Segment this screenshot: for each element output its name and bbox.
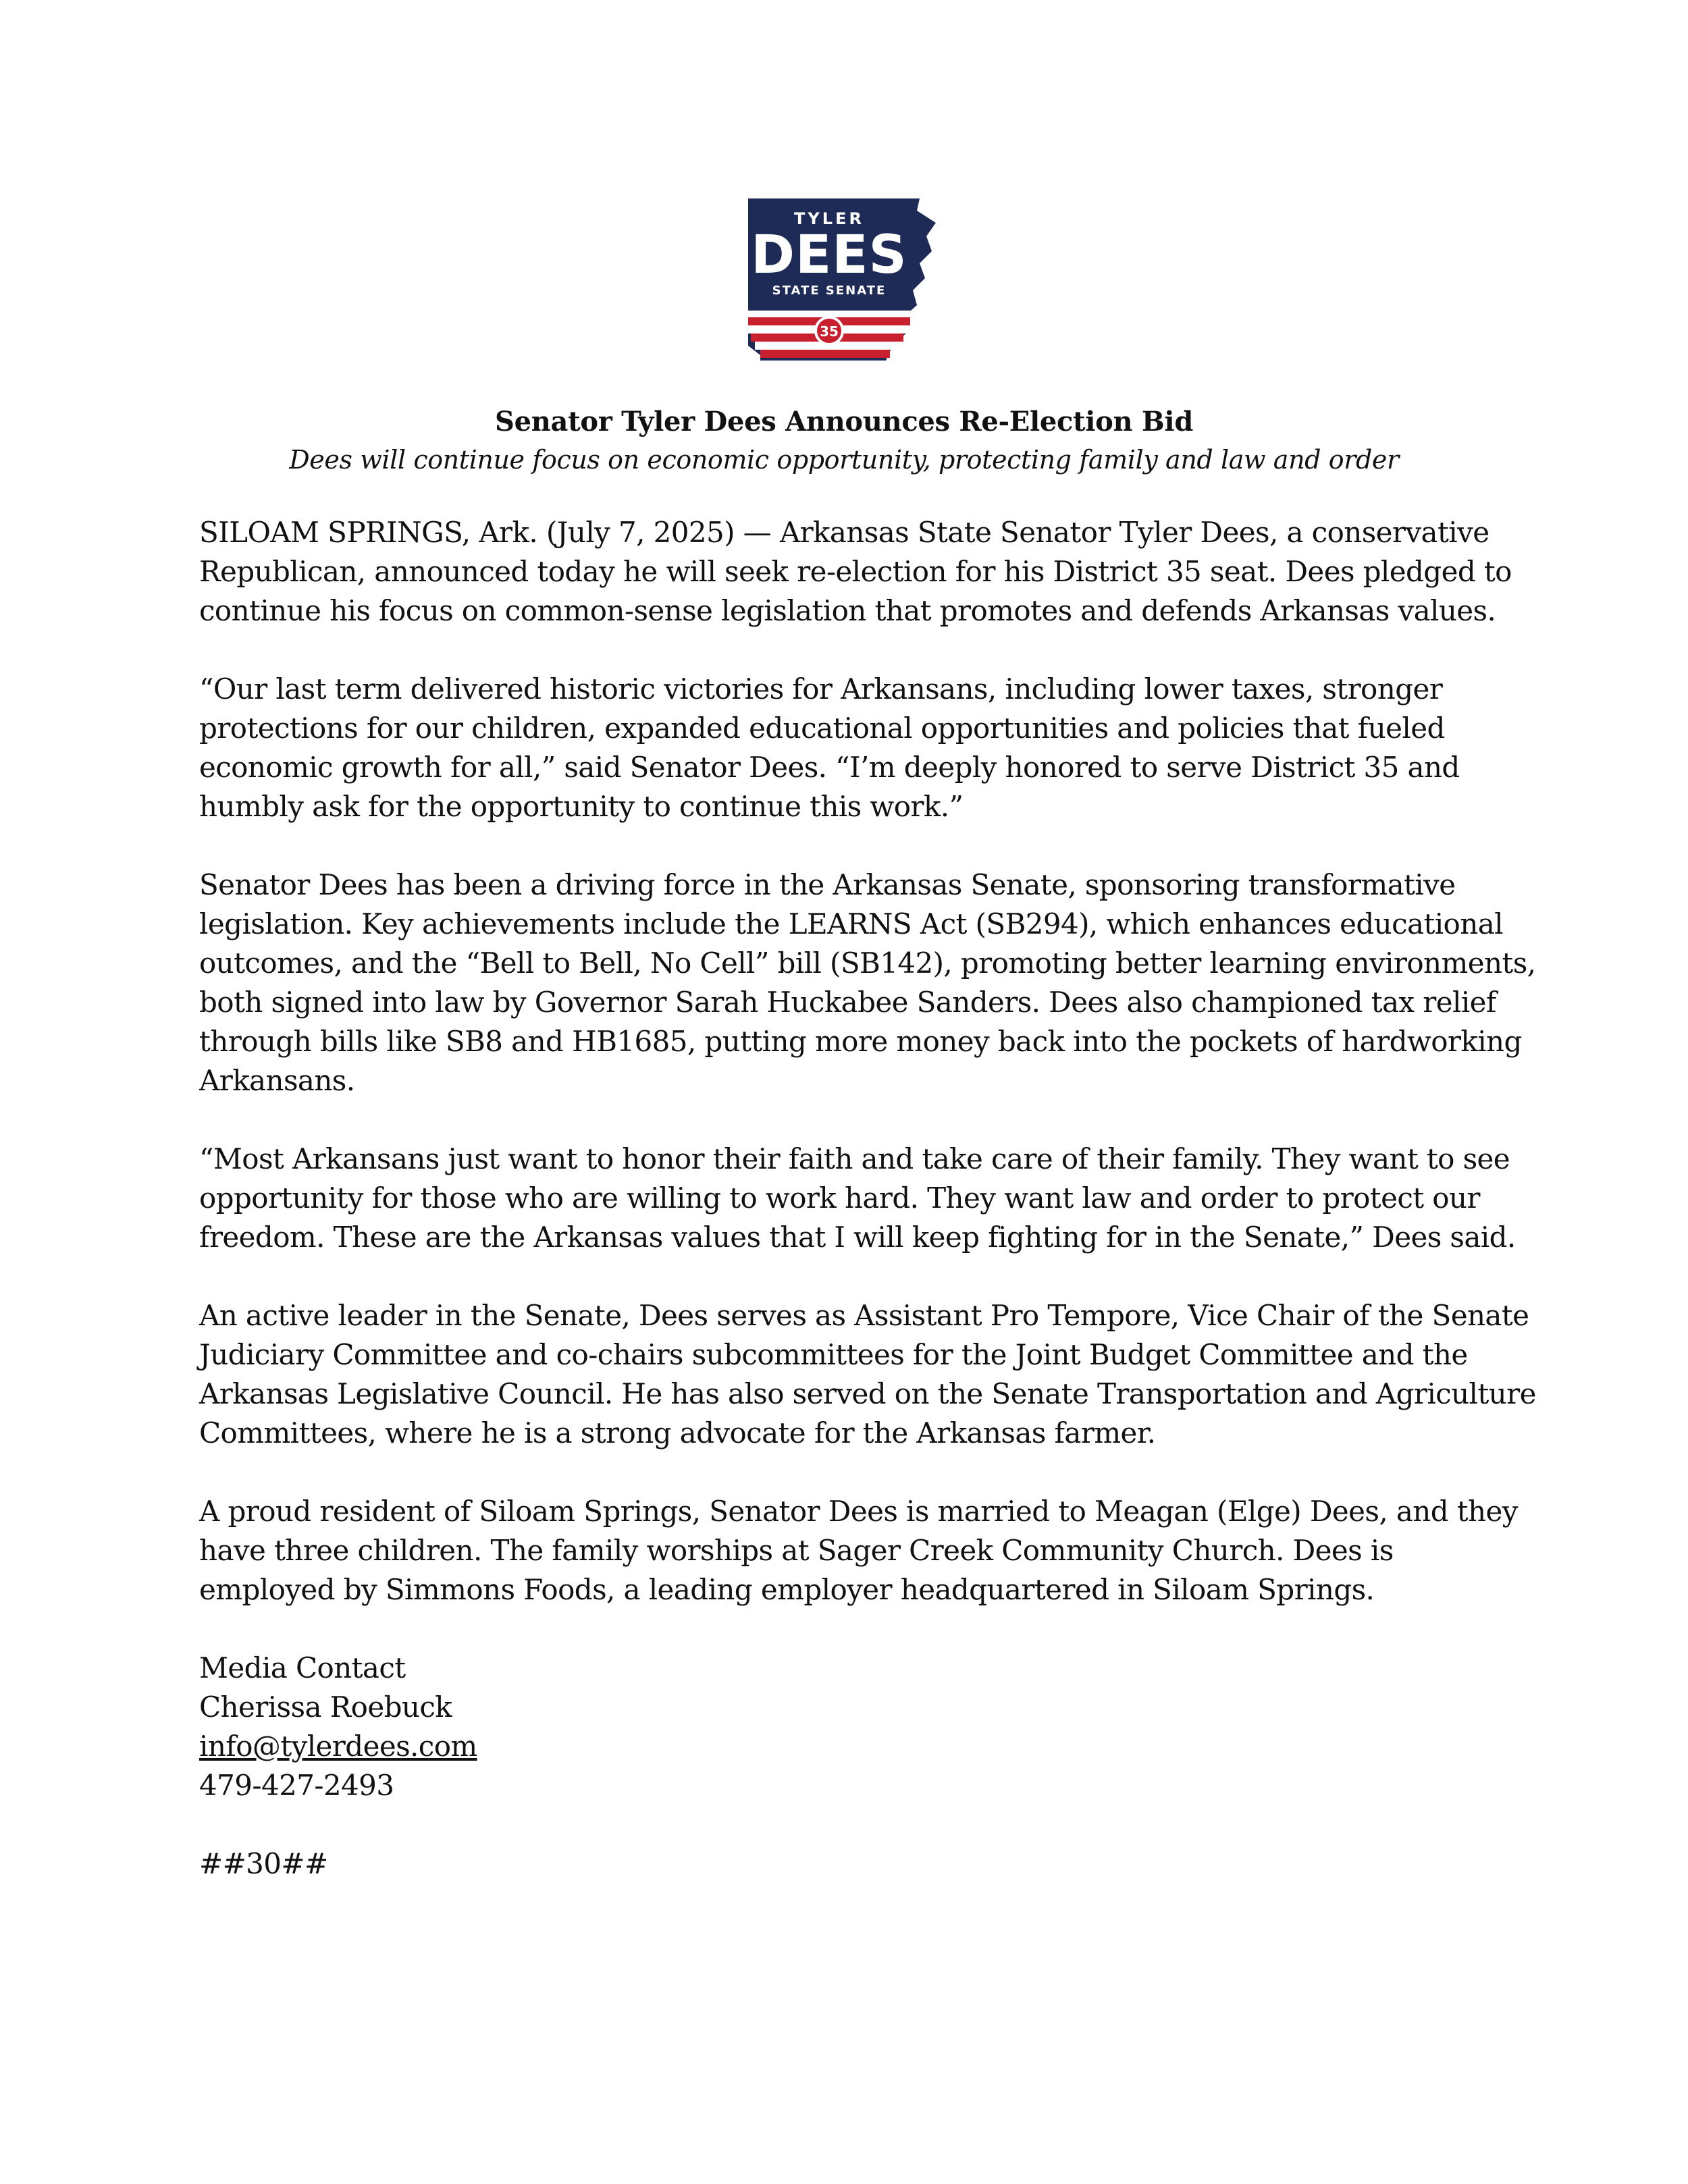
logo-first-name: TYLER: [794, 209, 864, 228]
end-of-release-mark: ##30##: [199, 1847, 328, 1880]
paragraph-achievements: Senator Dees has been a driving force in the Arkansas Senate, sponsoring transformative legislation. Key achievements include the LEARNS Act (SB294), which enhances educational outcomes, and the “Bell to Bell, No Cell” bill (SB142), promoting better learning environments, both signed into law by Governor Sarah Huckabee Sanders. Dees also championed tax relief through bills like SB8 and HB1685, putting more money back into the pockets of hardworking Arkansans.: [199, 868, 1536, 1097]
logo-last-name: DEES: [751, 225, 907, 286]
logo-office: STATE SENATE: [772, 284, 887, 298]
logo-stripe-red-3: [760, 350, 890, 358]
paragraph-announcement: SILOAM SPRINGS, Ark. (July 7, 2025) — Arkansas State Senator Tyler Dees, a conservative Republican, announced today he will seek re-election for his District 35 seat. Dees pledged to continue his focus on common-sense legislation that promotes and defends Arkansas values.: [199, 516, 1512, 627]
press-release-body: [199, 513, 1536, 1884]
arkansas-state-logo-graphic: [743, 196, 945, 365]
paragraph-quote-values: “Most Arkansans just want to honor their faith and take care of their family. They want to see opportunity for those who are willing to work hard. They want law and order to protect our freedom. These are the Arkansas values that I will keep fighting for in the Senate,” Dees said.: [199, 1142, 1516, 1254]
media-contact-email-link[interactable]: info@tylerdees.com: [199, 1730, 477, 1763]
press-release-subhead: Dees will continue focus on economic opportunity, protecting family and law and order: [289, 445, 1399, 475]
logo-district-number: 35: [820, 323, 839, 340]
paragraph-quote-last-term: “Our last term delivered historic victories for Arkansans, including lower taxes, stronger protections for our children, expanded educational opportunities and policies that fueled economic growth for all,” said Senator Dees. “I’m deeply honored to serve District 35 and humbly ask for the opportunity to continue this work.”: [199, 672, 1460, 823]
paragraph-leadership: An active leader in the Senate, Dees serves as Assistant Pro Tempore, Vice Chair of the Senate Judiciary Committee and co-chairs subcommittees for the Joint Budget Committee and the Arkansas Legislative Council. He has also served on the Senate Transportation and Agriculture Committees, where he is a strong advocate for the Arkansas farmer.: [199, 1299, 1536, 1449]
media-contact-block: [199, 1649, 1536, 1805]
media-contact-label: Media Contact: [199, 1651, 406, 1684]
media-contact-name: Cherissa Roebuck: [199, 1690, 452, 1724]
paragraph-personal: A proud resident of Siloam Springs, Senator Dees is married to Meagan (Elge) Dees, and they have three children. The family worships at Sager Creek Community Church. Dees is employed by Simmons Foods, a leading employer headquartered in Siloam Springs.: [199, 1495, 1518, 1606]
press-release-headline: Senator Tyler Dees Announces Re-Election Bid: [495, 406, 1193, 437]
media-contact-phone: 479-427-2493: [199, 1769, 394, 1802]
campaign-logo: [743, 196, 945, 365]
